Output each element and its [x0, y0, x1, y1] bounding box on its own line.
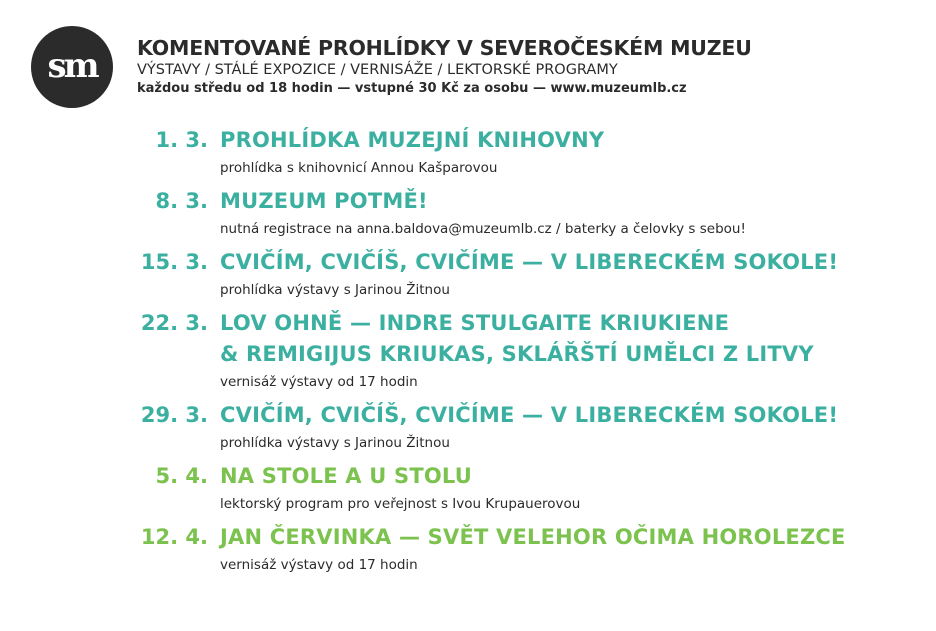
event-title-line2: & REMIGIJUS KRIUKAS, SKLÁŘŠTÍ UMĚLCI Z LITVY [220, 342, 814, 366]
event-item [0, 125, 936, 181]
event-date: 8. 3. [155, 189, 208, 213]
event-list [0, 125, 936, 583]
event-title: CVIČÍM, CVIČÍŠ, CVIČÍME — V LIBERECKÉM SOKOLE! [220, 250, 839, 274]
event-title: NA STOLE A U STOLU [220, 464, 472, 488]
event-item [0, 522, 936, 578]
event-date: 12. 4. [140, 525, 208, 549]
event-title: MUZEUM POTMĚ! [220, 189, 428, 213]
logo-text: sm [47, 46, 97, 86]
page-title: KOMENTOVANÉ PROHLÍDKY V SEVEROČESKÉM MUZEU [137, 36, 752, 60]
event-desc: vernisáž výstavy od 17 hodin [220, 557, 418, 573]
event-date: 22. 3. [140, 311, 208, 335]
museum-logo [31, 26, 113, 108]
event-date: 1. 3. [155, 128, 208, 152]
event-desc: lektorský program pro veřejnost s Ivou Krupauerovou [220, 496, 581, 512]
event-title: LOV OHNĚ — INDRE STULGAITE KRIUKIENE [220, 311, 730, 335]
event-title: PROHLÍDKA MUZEJNÍ KNIHOVNY [220, 128, 605, 152]
event-item [0, 308, 936, 395]
event-item [0, 186, 936, 242]
event-desc: nutná registrace na anna.baldova@muzeumlb.cz / baterky a čelovky s sebou! [220, 221, 746, 237]
event-desc: prohlídka výstavy s Jarinou Žitnou [220, 282, 450, 298]
page-subtitle: VÝSTAVY / STÁLÉ EXPOZICE / VERNISÁŽE / LEKTORSKÉ PROGRAMY [137, 62, 618, 78]
header [137, 35, 927, 99]
event-item [0, 400, 936, 456]
event-item [0, 461, 936, 517]
event-desc: prohlídka s knihovnicí Annou Kašparovou [220, 160, 498, 176]
event-desc: prohlídka výstavy s Jarinou Žitnou [220, 435, 450, 451]
event-title: CVIČÍM, CVIČÍŠ, CVIČÍME — V LIBERECKÉM SOKOLE! [220, 403, 839, 427]
event-date: 29. 3. [140, 403, 208, 427]
page-info: každou středu od 18 hodin — vstupné 30 Kč za osobu — www.muzeumlb.cz [137, 81, 687, 96]
event-date: 5. 4. [155, 464, 208, 488]
event-item [0, 247, 936, 303]
event-date: 15. 3. [140, 250, 208, 274]
event-desc: vernisáž výstavy od 17 hodin [220, 374, 418, 390]
event-title: JAN ČERVINKA — SVĚT VELEHOR OČIMA HOROLEZCE [220, 525, 846, 549]
